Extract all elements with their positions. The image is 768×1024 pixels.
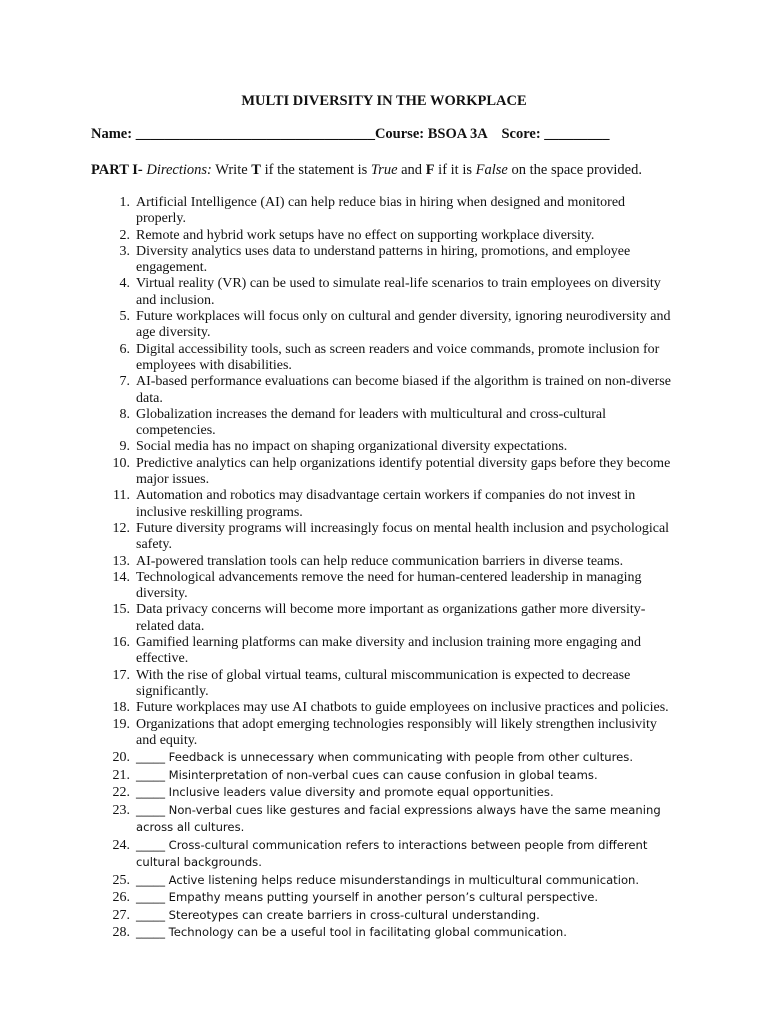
question-number: 3.: [119, 243, 130, 259]
question-item: [0, 570, 676, 603]
question-text: _____ Non-verbal cues like gestures and facial expressions always have the same meaning across all cultures.: [136, 802, 661, 835]
question-number: 5.: [119, 309, 130, 325]
directions-text: if the statement is: [260, 162, 371, 178]
question-text: _____ Misinterpretation of non-verbal cues can cause confusion in global teams.: [136, 767, 598, 782]
question-text: With the rise of global virtual teams, cultural miscommunication is expected to decrease significantly.: [136, 667, 631, 699]
question-item: [0, 837, 676, 872]
directions-text: on the space provided.: [507, 162, 642, 178]
question-item: [0, 767, 676, 785]
question-item: [0, 244, 676, 277]
question-number: 2.: [119, 227, 130, 243]
question-number: 12.: [112, 520, 130, 536]
course-label: Course: BSOA 3A: [374, 126, 487, 142]
question-number: 27.: [112, 907, 130, 923]
question-list: [0, 195, 768, 942]
question-number: 18.: [112, 700, 130, 716]
question-item: [0, 407, 676, 440]
part-one-directions: [91, 161, 642, 179]
question-item: [0, 309, 676, 342]
question-item: [0, 195, 676, 228]
question-item: [0, 924, 676, 942]
question-text: Future diversity programs will increasingly focus on mental health inclusion and psychological safety.: [136, 520, 670, 553]
question-text: AI-powered translation tools can help reduce communication barriers in diverse teams.: [136, 553, 624, 569]
question-text: Future workplaces will focus only on cultural and gender diversity, ignoring neurodiversity and age diversity.: [136, 309, 671, 341]
question-item: [0, 635, 676, 668]
directions-text: and: [397, 162, 426, 178]
question-item: [0, 889, 676, 907]
name-field-label: Name: _________________________________: [91, 126, 375, 142]
question-text: Globalization increases the demand for leaders with multicultural and cross-cultural competencies.: [136, 406, 607, 439]
question-text: Organizations that adopt emerging technologies responsibly will likely strengthen inclusivity and equity.: [136, 716, 657, 748]
question-number: 21.: [112, 767, 130, 783]
score-field-label: Score: _________: [501, 126, 610, 142]
question-text: _____ Feedback is unnecessary when communicating with people from other cultures.: [136, 750, 634, 765]
question-text: Technological advancements remove the need for human-centered leadership in managing diversity.: [136, 569, 642, 602]
question-number: 25.: [112, 872, 130, 888]
question-item: [0, 749, 676, 767]
question-item: [0, 700, 676, 716]
question-item: [0, 342, 676, 375]
question-number: 20.: [112, 750, 130, 766]
question-text: Gamified learning platforms can make diversity and inclusion training more engaging and effective.: [136, 635, 642, 667]
question-number: 8.: [119, 406, 130, 422]
question-number: 17.: [112, 667, 130, 683]
question-item: [0, 488, 676, 521]
question-text: Social media has no impact on shaping organizational diversity expectations.: [136, 439, 568, 455]
question-item: [0, 554, 676, 570]
question-number: 19.: [112, 716, 130, 732]
question-text: _____ Active listening helps reduce misunderstandings in multicultural communication.: [136, 872, 640, 887]
question-number: 14.: [112, 569, 130, 585]
question-item: [0, 602, 676, 635]
question-text: _____ Technology can be a useful tool in facilitating global communication.: [136, 925, 567, 940]
true-word: True: [370, 162, 398, 178]
question-item: [0, 456, 676, 489]
question-item: [0, 276, 676, 309]
part-label: PART I-: [91, 162, 143, 178]
question-number: 23.: [112, 802, 130, 818]
true-letter: T: [251, 162, 261, 178]
question-text: Artificial Intelligence (AI) can help reduce bias in hiring when designed and monitored properly.: [136, 195, 626, 227]
question-item: [0, 784, 676, 802]
question-text: _____ Inclusive leaders value diversity and promote equal opportunities.: [136, 785, 554, 800]
question-number: 15.: [112, 602, 130, 618]
question-number: 1.: [119, 195, 130, 210]
question-text: Predictive analytics can help organizations identify potential diversity gaps before they become major issues.: [136, 455, 671, 488]
question-item: [0, 907, 676, 925]
question-item: [0, 228, 676, 244]
directions-label: Directions:: [146, 162, 212, 178]
question-item: [0, 872, 676, 890]
question-item: [0, 374, 676, 407]
question-item: [0, 521, 676, 554]
question-number: 4.: [119, 276, 130, 292]
false-letter: F: [425, 162, 435, 178]
question-number: 10.: [112, 455, 130, 471]
question-text: Diversity analytics uses data to understand patterns in hiring, promotions, and employee engagement.: [136, 243, 631, 276]
question-text: _____ Stereotypes can create barriers in cross-cultural understanding.: [136, 907, 540, 922]
question-text: Remote and hybrid work setups have no effect on supporting workplace diversity.: [136, 227, 595, 243]
question-number: 16.: [112, 635, 130, 651]
question-text: Digital accessibility tools, such as screen readers and voice commands, promote inclusion for employees with disabilities.: [136, 341, 660, 373]
question-number: 9.: [119, 439, 130, 455]
false-word: False: [475, 162, 508, 178]
document-title: MULTI DIVERSITY IN THE WORKPLACE: [241, 93, 527, 109]
question-number: 6.: [119, 341, 130, 357]
question-text: Data privacy concerns will become more important as organizations gather more diversity-related data.: [136, 602, 646, 634]
question-number: 7.: [119, 374, 130, 390]
question-item: [0, 802, 676, 837]
directions-text: if it is: [434, 162, 476, 178]
directions-text: Write: [211, 162, 252, 178]
question-text: _____ Cross-cultural communication refers to interactions between people from different cultural backgrounds.: [136, 837, 648, 870]
question-item: [0, 717, 676, 750]
question-text: AI-based performance evaluations can become biased if the algorithm is trained on non-diverse data.: [136, 374, 671, 406]
question-number: 22.: [112, 785, 130, 801]
question-text: Automation and robotics may disadvantage certain workers if companies do not invest in inclusive reskilling programs.: [136, 488, 636, 520]
question-text: Virtual reality (VR) can be used to simulate real-life scenarios to train employees on diversity and inclusion.: [136, 276, 661, 308]
question-text: _____ Empathy means putting yourself in another person’s cultural perspective.: [136, 890, 599, 905]
question-number: 24.: [112, 837, 130, 853]
question-number: 13.: [112, 553, 130, 569]
question-number: 28.: [112, 925, 130, 941]
question-item: [0, 668, 676, 701]
question-number: 11.: [113, 488, 130, 504]
student-info-line: [91, 125, 610, 143]
question-number: 26.: [112, 890, 130, 906]
question-item: [0, 439, 676, 455]
question-text: Future workplaces may use AI chatbots to guide employees on inclusive practices and policies.: [136, 700, 669, 716]
